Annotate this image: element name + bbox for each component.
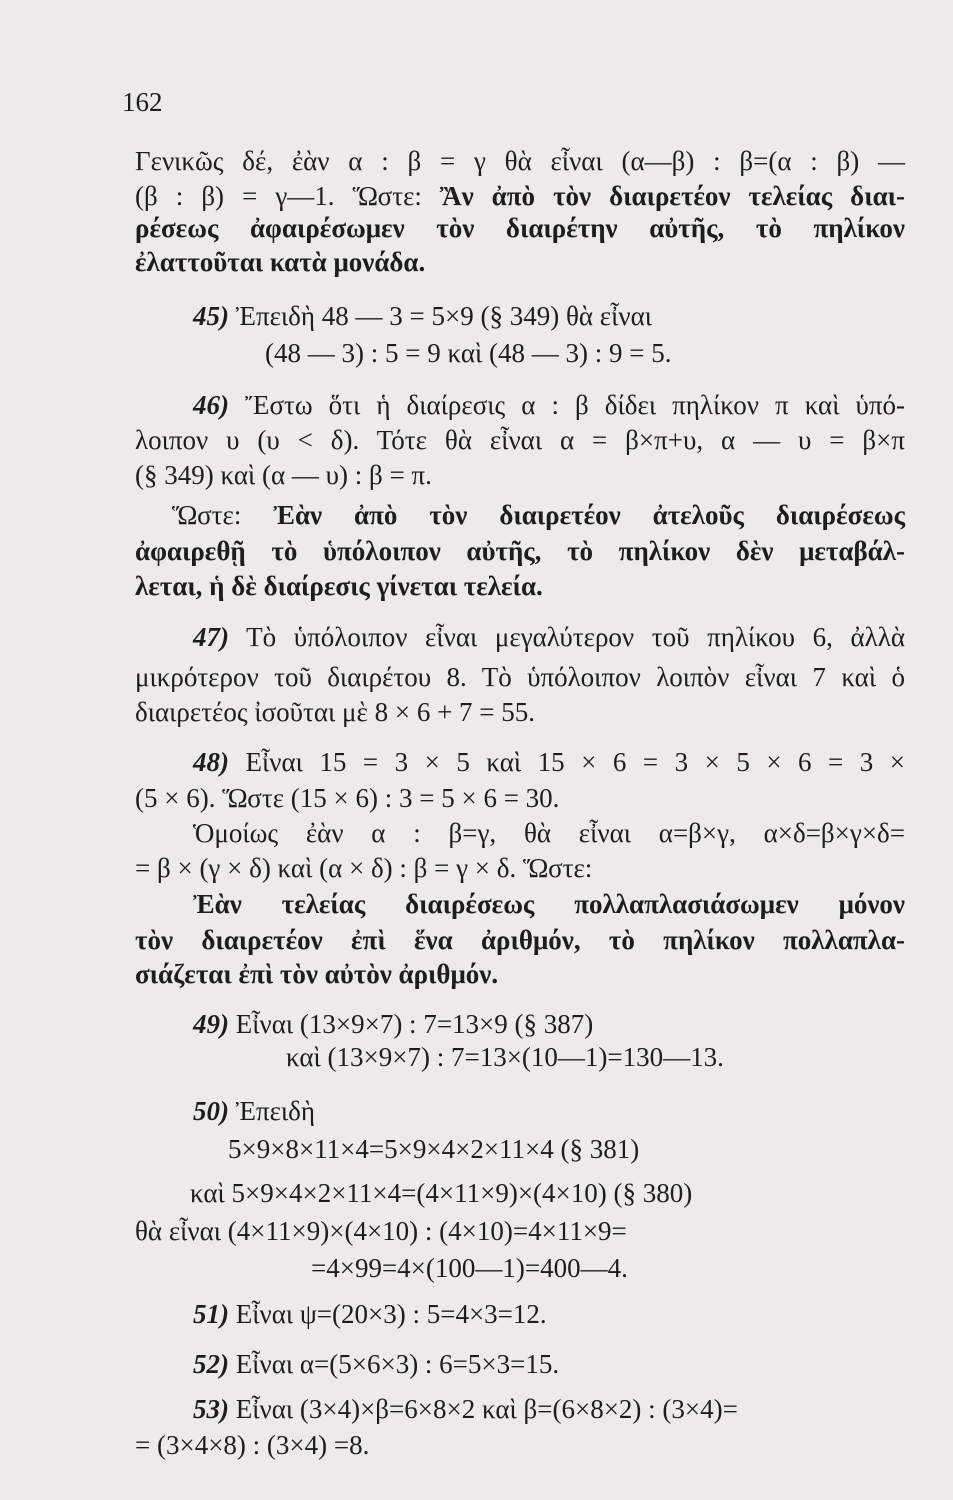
exercise-50 bbox=[193, 1095, 905, 1127]
rule-text: λεται, ἡ δὲ διαίρεσις γίνεται τελεία. bbox=[135, 571, 543, 601]
exercise-number: 47) bbox=[193, 622, 229, 652]
rule-text: Ἂν ἀπὸ τὸν διαιρετέον τελείας διαι- bbox=[439, 181, 906, 211]
text-segment: Ὥστε: bbox=[172, 500, 242, 530]
rule-text: ρέσεως ἀφαιρέσωμεν τὸν διαιρέτην αὐτῆς, τὸ πηλίκον bbox=[135, 213, 905, 243]
exercise-number: 48) bbox=[193, 747, 229, 777]
formula-line: θὰ εἶναι (4×11×9)×(4×10) : (4×10)=4×11×9= bbox=[135, 1216, 627, 1246]
formula-line: 5×9×8×11×4=5×9×4×2×11×4 (§ 381) bbox=[228, 1134, 640, 1164]
text-line: λοιπον υ (υ < δ). Τότε θὰ εἶναι α = β×π+υ, α — υ = β×π bbox=[135, 425, 905, 455]
rule-text: Ἐὰν ἀπὸ τὸν διαιρετέον ἀτελοῦς διαιρέσεως bbox=[273, 500, 905, 530]
rule-text: ἀφαιρεθῇ τὸ ὑπόλοιπον αὐτῆς, τὸ πηλίκον δὲν μεταβάλ- bbox=[135, 536, 905, 566]
text-segment: Τὸ ὑπόλοιπον εἶναι μεγαλύτερον τοῦ πηλίκου 6, ἀλλὰ bbox=[246, 622, 906, 652]
rule-text: τὸν διαιρετέον ἐπὶ ἕνα ἀριθμόν, τὸ πηλίκον πολλαπλα- bbox=[135, 925, 905, 955]
text-segment: Εἶναι (13×9×7) : 7=13×9 (§ 387) bbox=[235, 1009, 594, 1039]
exercise-52 bbox=[193, 1348, 905, 1380]
exercise-number: 45) bbox=[193, 301, 229, 331]
text-line: (5 × 6). Ὥστε (15 × 6) : 3 = 5 × 6 = 30. bbox=[135, 783, 560, 813]
formula-line: = (3×4×8) : (3×4) =8. bbox=[135, 1430, 370, 1460]
text-line bbox=[172, 499, 905, 531]
formula-line: (48 — 3) : 5 = 9 καὶ (48 — 3) : 9 = 5. bbox=[265, 338, 672, 368]
text-segment: Εἶναι α=(5×6×3) : 6=5×3=15. bbox=[235, 1349, 560, 1379]
text-line: Γενικῶς δέ, ἐὰν α : β = γ θὰ εἶναι (α—β) : β=(α : β) — bbox=[135, 146, 905, 176]
text-line: μικρότερον τοῦ διαιρέτου 8. Τὸ ὑπόλοιπον λοιπὸν εἶναι 7 καὶ ὁ bbox=[135, 662, 905, 692]
rule-text: ἐλαττοῦται κατὰ μονάδα. bbox=[135, 247, 426, 277]
text-segment: Εἶναι (3×4)×β=6×8×2 καὶ β=(6×8×2) : (3×4)= bbox=[235, 1394, 738, 1424]
rule-text: Ἐὰν τελείας διαιρέσεως πολλαπλασιάσωμεν μόνον bbox=[193, 889, 905, 919]
text-segment: Ἔστω ὅτι ἡ διαίρεσις α : β δίδει πηλίκον π καὶ ὑπό- bbox=[245, 390, 906, 420]
formula-line: καὶ (13×9×7) : 7=13×(10—1)=130—13. bbox=[286, 1042, 724, 1072]
exercise-53 bbox=[193, 1393, 905, 1425]
page-number: 162 bbox=[122, 87, 163, 117]
exercise-number: 51) bbox=[193, 1299, 229, 1329]
exercise-number: 46) bbox=[193, 390, 229, 420]
exercise-47 bbox=[193, 621, 905, 653]
exercise-46 bbox=[193, 389, 905, 421]
text-segment: (β : β) = γ—1. Ὥστε: bbox=[135, 181, 422, 211]
formula-line: καὶ 5×9×4×2×11×4=(4×11×9)×(4×10) (§ 380) bbox=[190, 1178, 693, 1208]
exercise-45 bbox=[193, 300, 905, 332]
exercise-48 bbox=[193, 746, 905, 778]
exercise-number: 52) bbox=[193, 1349, 229, 1379]
exercise-number: 49) bbox=[193, 1009, 229, 1039]
text-line: (§ 349) καὶ (α — υ) : β = π. bbox=[135, 460, 432, 490]
text-segment: Ἐπειδὴ bbox=[235, 1096, 316, 1126]
exercise-49 bbox=[193, 1008, 905, 1040]
exercise-51 bbox=[193, 1298, 905, 1330]
text-segment: Ἐπειδὴ 48 — 3 = 5×9 (§ 349) θὰ εἶναι bbox=[235, 301, 653, 331]
exercise-number: 53) bbox=[193, 1394, 229, 1424]
text-line: διαιρετέος ἰσοῦται μὲ 8 × 6 + 7 = 55. bbox=[135, 697, 536, 727]
text-line: = β × (γ × δ) καὶ (α × δ) : β = γ × δ. Ὥστε: bbox=[135, 853, 593, 883]
formula-line: =4×99=4×(100—1)=400—4. bbox=[311, 1253, 628, 1283]
text-line: Ὁμοίως ἐὰν α : β=γ, θὰ εἶναι α=β×γ, α×δ=β×γ×δ= bbox=[193, 818, 905, 848]
text-line bbox=[135, 180, 905, 212]
text-segment: Εἶναι ψ=(20×3) : 5=4×3=12. bbox=[235, 1299, 547, 1329]
text-segment: Εἶναι 15 = 3 × 5 καὶ 15 × 6 = 3 × 5 × 6 = 3 × bbox=[245, 747, 906, 777]
exercise-number: 50) bbox=[193, 1096, 229, 1126]
rule-text: σιάζεται ἐπὶ τὸν αὐτὸν ἀριθμόν. bbox=[135, 959, 499, 989]
